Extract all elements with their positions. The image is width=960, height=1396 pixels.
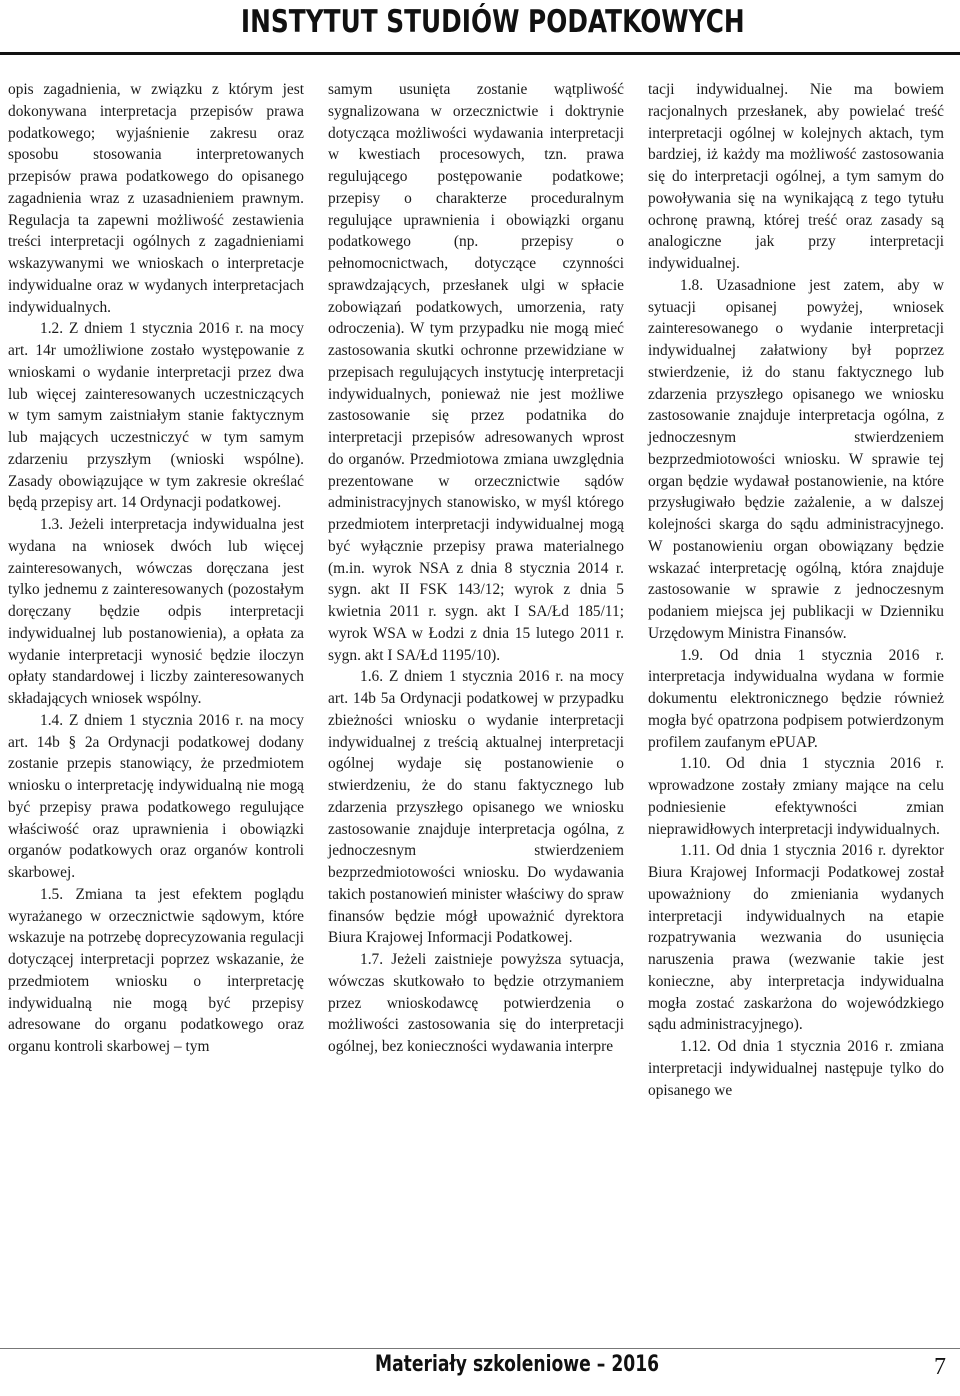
paragraph: 1.4. Z dniem 1 stycznia 2016 r. na mocy art. 14b § 2a Ordynacji podatkowej dodany zostanie przepis stanowiący, że przedmiotem wniosku o interpretację indywidualną nie mogą być przepisy prawa podatkowego regulujące właściwość oraz uprawnienia i obowiązki organów podatkowych oraz organów kontroli skarbowej.: [8, 711, 304, 881]
paragraph: samym usunięta zostanie wątpliwość sygnalizowana w orzecznictwie i doktrynie dotycząca możliwości wydawania interpretacji w kwestiach procesowych, tzn. prawa regulującego postępowanie podatkowe; przepisy o charakterze proceduralnym regulujące uprawnienia i obowiązki organu podatkowego (np. przepisy o pełnomocnictwach, dotyczące czynności sprawdzających, przesłanek ulgi w spłacie zobowiązań podatkowych, umorzenia, raty odroczenia). W tym przypadku nie mogą mieć zastosowania skutki ochronne przewidziane w przepisach regulujących instytucję interpretacji indywidualnych, ponieważ nie jest możliwe zastosowanie się przez podatnika do interpretacji przepisów adresowanych wprost do organów. Przedmiotowa zmiana uwzględnia prezentowane w orzecznictwie sądów administracyjnych stanowisko, w myśl którego przedmiotem interpretacji indywidualnej mogą być wyłącznie przepisy prawa materialnego (m.in. wyrok NSA z dnia 8 stycznia 2014 r. sygn. akt II FSK 143/12; wyrok z dnia 5 kwietnia 2011 r. sygn. akt I SA/Łd 185/11; wyrok WSA w Łodzi z dnia 15 lutego 2011 r. sygn. akt I SA/Łd 1195/10).: [328, 81, 624, 664]
page-footer: [0, 1340, 960, 1396]
page-number: 7: [934, 1354, 946, 1380]
paragraph: 1.7. Jeżeli zaistnieje powyższa sytuacja, wówczas skutkowało to będzie otrzymaniem przez wnioskodawcę potwierdzenia o możliwości zastosowania się do interpretacji ogólnej, bez konieczności wydawania interpre: [328, 951, 624, 1055]
paragraph: opis zagadnienia, w związku z którym jest dokonywana interpretacja przepisów prawa podatkowego; wyjaśnienie zakresu oraz sposobu stosowania interpretowanych przepisów prawa podatkowego do opisanego zagadnienia wraz z uzasadnieniem prawnym. Regulacja ta zapewni możliwość zestawienia treści interpretacji ogólnych z zagadnieniami wskazywanymi we wnioskach o interpretacje indywidualne oraz w wydanych interpretacjach indywidualnych.: [8, 81, 304, 316]
paragraph: 1.11. Od dnia 1 stycznia 2016 r. dyrektor Biura Krajowej Informacji Podatkowej został upoważniony do zmieniania wydanych interpretacji indywidualnych na etapie rozpatrywania wezwania do usunięcia naruszenia prawa (wezwanie takie jest konieczne, aby interpretacja indywidualna mogła zostać zaskarżona do wojewódzkiego sądu administracyjnego).: [648, 842, 944, 1034]
header-title: INSTYTUT STUDIÓW PODATKOWYCH: [241, 4, 745, 40]
paragraph: tacji indywidualnej. Nie ma bowiem racjonalnych przesłanek, aby powielać treść interpretacji ogólnej w kolejnych aktach, tym bardziej, iż każdy ma możliwość zastosowania się do interpretacji ogólnej, a tym samym do powoływania się na wynikającą z tego tytułu ochronę prawną, której treść oraz zasady są analogiczne jak przy interpretacji indywidualnej.: [648, 81, 944, 272]
text-column-1: [8, 79, 304, 1058]
paragraph: 1.8. Uzasadnione jest zatem, aby w sytuacji opisanej powyżej, wniosek zainteresowanego o wydanie interpretacji indywidualnej załatwiony był poprzez stwierdzenie, iż do stanu faktycznego lub zdarzenia przyszłego opisanego we wniosku zastosowanie znajduje interpretacja ogólna, z jednoczesnym stwierdzeniem bezprzedmiotowości wniosku. W sprawie tej organ będzie wydawał postanowienie, na które przysługiwało będzie zażalenie, a w dalszej kolejności skarga do sądu administracyjnego. W postanowieniu organ obowiązany będzie wskazać interpretację ogólną, która znajduje zastosowanie w sprawie z jednoczesnym podaniem miejsca jej publikacji w Dzienniku Urzędowym Ministra Finansów.: [648, 276, 944, 642]
text-column-3: [648, 79, 944, 1101]
paragraph: 1.2. Z dniem 1 stycznia 2016 r. na mocy art. 14r umożliwione zostało występowanie z wnioskami o wydanie interpretacji przez dwa lub więcej zainteresowanych uczestniczących w tym samym zaistniałym stanie faktycznym lub mających uczestniczyć w tym samym zdarzeniu przyszłym (wnioski wspólne). Zasady obowiązujące w tym zakresie określać będą przepisy art. 14 Ordynacji podatkowej.: [8, 320, 304, 512]
header-rule: [0, 52, 960, 55]
paragraph: 1.12. Od dnia 1 stycznia 2016 r. zmiana interpretacji indywidualnej następuje tylko do opisanego we: [648, 1038, 944, 1099]
paragraph: 1.3. Jeżeli interpretacja indywidualna jest wydana na wniosek dwóch lub więcej zainteresowanych, wówczas doręczana jest tylko jednemu z zainteresowanych (pozostałym doręczany będzie odpis interpretacji indywidualnej lub postanowienia), a opłata za wydanie interpretacji wynosić będzie iloczyn opłaty standardowej i liczby zainteresowanych składających wniosek wspólny.: [8, 516, 304, 707]
paragraph: 1.5. Zmiana ta jest efektem poglądu wyrażanego w orzecznictwie sądowym, które wskazuje na potrzebę doprecyzowania regulacji dotyczącej interpretacji poprzez wskazanie, że przedmiotem wniosku o interpretację indywidualną nie mogą być przepisy adresowane do organu podatkowego oraz organu kontroli skarbowej – tym: [8, 885, 304, 1055]
paragraph: 1.10. Od dnia 1 stycznia 2016 r. wprowadzone zostały zmiany mające na celu podniesienie efektywności zmian nieprawidłowych interpretacji indywidualnych.: [648, 755, 944, 838]
page-header: [0, 0, 960, 56]
text-column-2: [328, 79, 624, 1058]
paragraph: 1.6. Z dniem 1 stycznia 2016 r. na mocy art. 14b 5a Ordynacji podatkowej w przypadku zbieżności wniosku o wydanie interpretacji indywidualnej z treścią aktualnej interpretacji ogólnej wydaje się postanowienie o stwierdzeniu, że do stanu faktycznego lub zdarzenia przyszłego opisanego we wniosku zastosowanie znajduje interpretacja ogólna, z jednoczesnym stwierdzeniem bezprzedmiotowości wniosku. Do wydawania takich postanowień minister właściwy do spraw finansów będzie mógł upoważnić dyrektora Biura Krajowej Informacji Podatkowej.: [328, 668, 624, 947]
paragraph: 1.9. Od dnia 1 stycznia 2016 r. interpretacja indywidualna wydana w formie dokumentu elektronicznego będzie również mogła być opatrzona podpisem potwierdzonym profilem zaufanym ePUAP.: [648, 646, 944, 751]
footer-rule: [0, 1348, 960, 1349]
footer-label: Materiały szkoleniowe – 2016: [375, 1352, 660, 1377]
